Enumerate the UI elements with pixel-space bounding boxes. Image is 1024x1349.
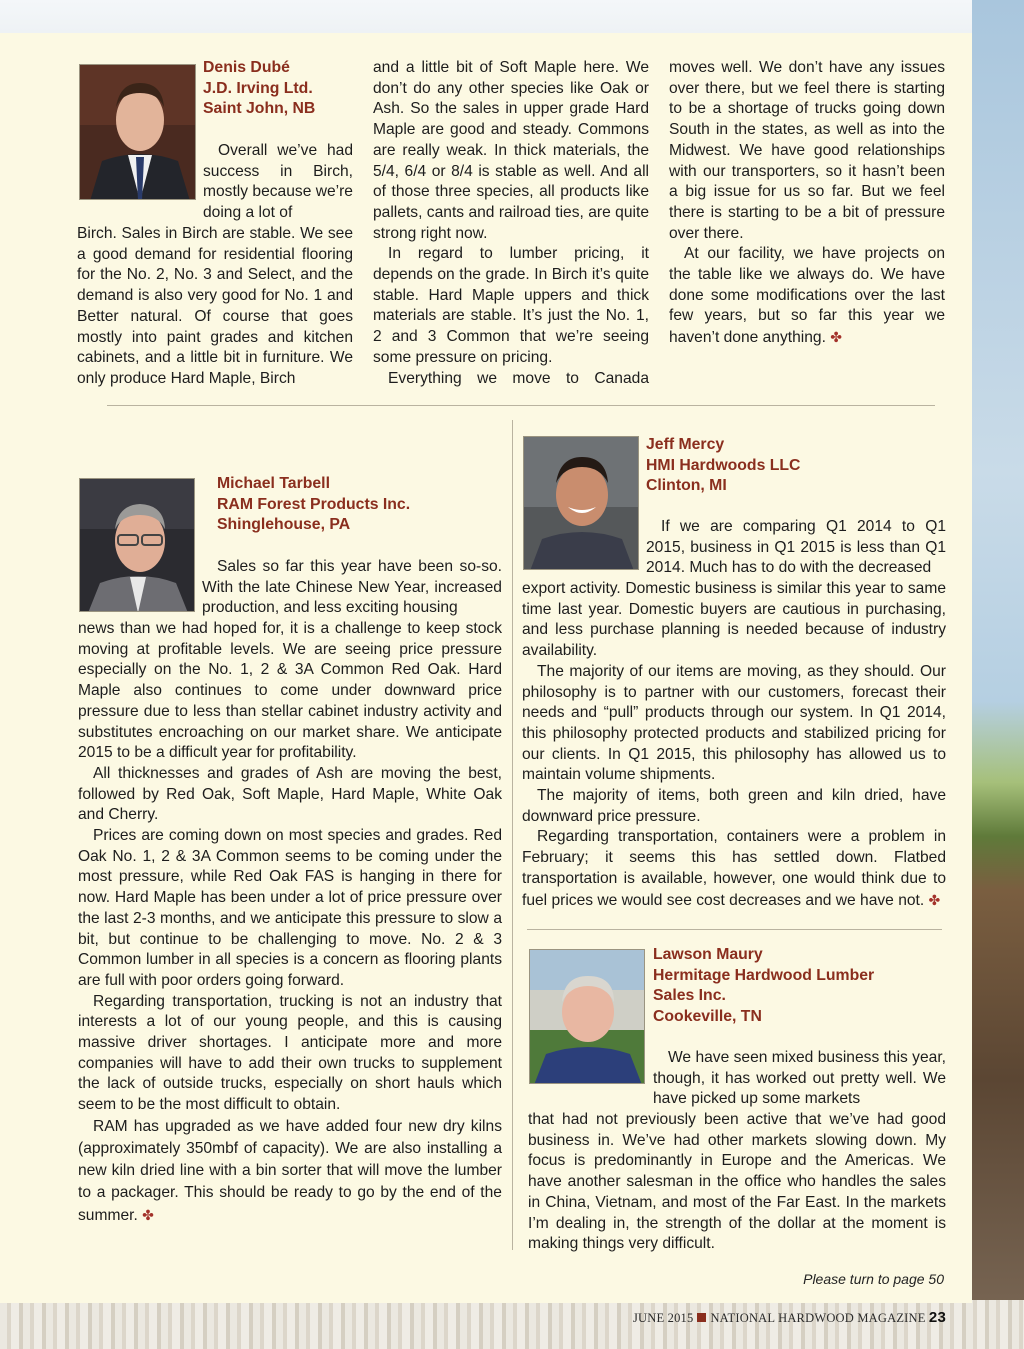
paragraph: We have seen mixed business this year, though, it has worked out pretty well. We have picked up some markets [653, 1049, 946, 1108]
section1-col1-intro [203, 141, 353, 224]
paragraph: and a little bit of Soft Maple here. We don’t do any other species like Oak or Ash. So the sales in upper grade Hard Maple are good and steady. Commons are really weak. In thick materials, the 5/4, 6/4 or 8/4 is stable as well. And all of those three species, all products like pallets, cants and railroad ties, are quite strong right now. [373, 59, 649, 242]
photo-denis-dube [79, 64, 196, 200]
paragraph: Overall we’ve had success in Birch, mostly because we’re doing a lot of [203, 142, 353, 222]
company-name: J.D. Irving Ltd. [203, 79, 313, 97]
paragraph [78, 1116, 502, 1227]
paragraph: Sales so far this year have been so-so. With the late Chinese New Year, increased production, and less exciting housing [202, 558, 502, 617]
section2-intro [202, 557, 502, 619]
section3-body [522, 579, 946, 911]
section4-body [528, 1110, 946, 1255]
person-name: Lawson Maury [653, 946, 763, 963]
section-divider [527, 929, 942, 930]
company-name: Hermitage Hardwood Lumber [653, 966, 875, 984]
paragraph: The majority of our items are moving, as they should. Our philosophy is to partner with our customers, forecast their needs and “pull” products through our system. In Q1 2014, this philosophy protected products and stabilized pricing for our clients. In Q1 2015, this philosophy has allowed us to maintain volume shipments. [522, 662, 946, 784]
paragraph-text: RAM has upgraded as we have added four new dry kilns (approximately 350mbf of capacity). We are also installing a new kiln dried line with a bin sorter that will move the lumber to a packager. This should be ready to go by the end of the summer. [78, 1117, 502, 1224]
section3-intro [646, 517, 946, 579]
header-jeff-mercy [646, 435, 906, 497]
continuation-note: Please turn to page 50 [803, 1271, 944, 1287]
person-name: Jeff Mercy [646, 436, 725, 453]
top-margin [0, 0, 972, 33]
location: Clinton, MI [646, 477, 727, 495]
paragraph: Birch. Sales in Birch are stable. We see a good demand for residential flooring for the No. 2, No. 3 and Select, and the demand is also very good for No. 1 and Better natural. Of course that goes mostly into paint grades and kitchen cabinets, and a little bit in furniture. We only produce Hard Maple, Birch [77, 225, 353, 387]
paragraph: Everything we move to Canada [388, 369, 649, 387]
paragraph: All thicknesses and grades of Ash are moving the best, followed by Red Oak, Soft Maple, Hard Maple, White Oak and Cherry. [78, 764, 502, 824]
paragraph: moves well. We don’t have any issues over there, but we feel there is starting to be a shortage of trucks going down South in the states, as well as into the Midwest. We have good relationships with our transporters, so it hasn’t been a big issue for us so far. But we feel there is starting to be a bit of pressure over there. [669, 59, 945, 242]
paragraph: that had not previously been active that we’ve had good business in. We’ve had other markets slowing down. My focus is predominantly in Europe and the Americas. We have another salesman in the office who handles the sales in China, Vietnam, and most of the Far East. In the markets I’m dealing in, the strength of the dollar at the moment is making things very difficult. [528, 1111, 946, 1253]
company-name: HMI Hardwoods LLC [646, 456, 801, 474]
section1-col3 [669, 58, 945, 349]
paragraph [522, 827, 946, 911]
photo-lawson-maury [529, 949, 645, 1084]
person-name: Denis Dubé [203, 59, 290, 76]
photo-jeff-mercy [523, 436, 639, 570]
section1-col2 [373, 58, 649, 389]
section4-intro [653, 1048, 946, 1110]
header-denis-dube [203, 58, 363, 120]
company-name: RAM Forest Products Inc. [217, 495, 411, 513]
end-mark-icon: ✤ [830, 329, 843, 346]
background-landscape [972, 0, 1024, 1349]
paragraph: If we are comparing Q1 2014 to Q1 2015, business in Q1 2015 is less than Q1 2014. Much has to do with the decreased [646, 518, 946, 577]
magazine-name: NATIONAL HARDWOOD MAGAZINE [710, 1311, 926, 1325]
header-michael-tarbell [217, 474, 477, 536]
location: Shinglehouse, PA [217, 516, 351, 534]
location: Cookeville, TN [653, 1008, 762, 1026]
page-footer [600, 1309, 946, 1326]
section1-col1-body [77, 224, 353, 390]
paragraph: The majority of items, both green and kiln dried, have downward price pressure. [522, 787, 946, 825]
page-number: 23 [928, 1309, 946, 1326]
end-mark-icon: ✤ [928, 891, 941, 908]
end-mark-icon: ✤ [142, 1206, 154, 1223]
company-name-continued: Sales Inc. [653, 987, 726, 1005]
column-divider [512, 420, 513, 1250]
issue-date: JUNE 2015 [632, 1311, 694, 1325]
header-lawson-maury [653, 945, 913, 1028]
paragraph: In regard to lumber pricing, it depends on the grade. In Birch it’s quite stable. Hard Maple uppers and thick materials are stable. It’s just the No. 1, 2 and 3 Common that we’re seeing some pressure on pricing. [373, 245, 649, 366]
paragraph [669, 244, 945, 349]
paragraph: Regarding transportation, trucking is not an industry that interests a lot of our young people, and this is causing massive driver shortages. I anticipate more and more companies will have to add their own trucks to supplement the lack of outside trucks, especially on short hauls which seem to be the most difficult to obtain. [78, 992, 502, 1114]
section2-body [78, 619, 502, 1227]
person-name: Michael Tarbell [217, 475, 330, 492]
location: Saint John, NB [203, 100, 316, 118]
paragraph-text: Regarding transportation, containers were a problem in February; it seems this has settled down. Flatbed transportation is available, however, one would think due to fuel prices we would see cost decreases and we have not. [522, 828, 946, 909]
photo-michael-tarbell [79, 478, 195, 612]
section-divider [107, 405, 935, 406]
paragraph: export activity. Domestic business is similar this year to same time last year. Domestic buyers are cautious in purchasing, and less purchase planning is needed because of industry availability. [522, 580, 946, 660]
paragraph-text: At our facility, we have projects on the table like we always do. We have done some modifications over the last few years, but so far this year we haven’t done anything. [669, 245, 945, 347]
paragraph: news than we had hoped for, it is a challenge to keep stock moving at profitable levels. We are seeing price pressure especially on the No. 1, 2 & 3A Common Red Oak. Hard Maple also continues to come under downward price pressure due to less than stellar cabinet industry activity and substitutes encroaching on our market share. We anticipate 2015 to be a difficult year for profitability. [78, 620, 502, 762]
paragraph: Prices are coming down on most species and grades. Red Oak No. 1, 2 & 3A Common seems to be coming under the most pressure, while Red Oak FAS is hanging in there for now. Hard Maple has been under a lot of price pressure over the last 2-3 months, and we anticipate this pressure to slow a bit, but continue to be challenging to move. No. 2 & 3 Common lumber in all species is a concern as flooring plants are full with poor orders going forward. [78, 827, 502, 989]
square-bullet-icon [697, 1313, 706, 1322]
